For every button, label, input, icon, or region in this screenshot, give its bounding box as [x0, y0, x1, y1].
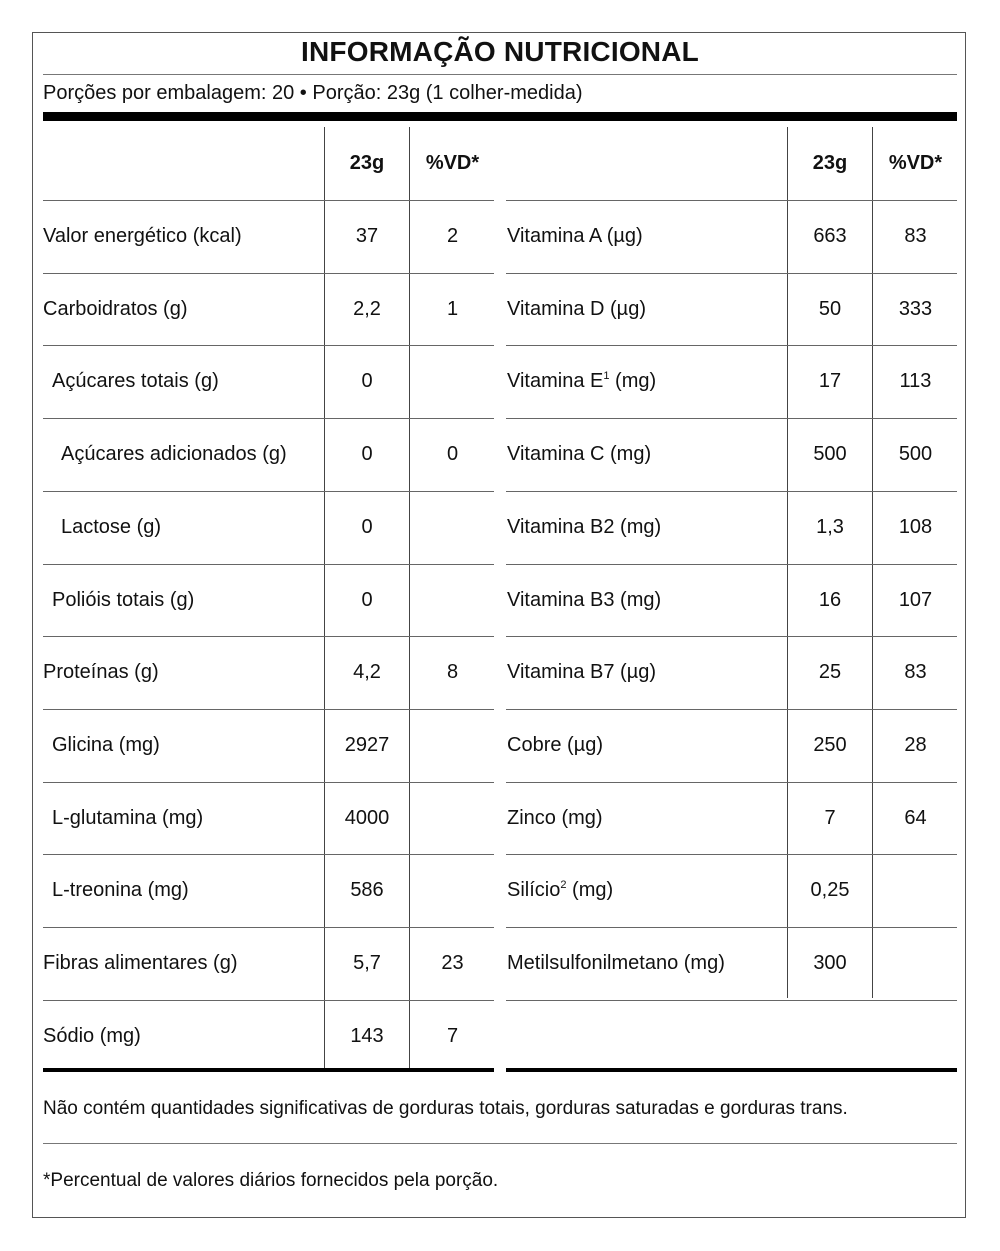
left-amount-header: 23g	[349, 152, 385, 174]
right-row-separator	[506, 1000, 957, 1001]
right-row-dv	[873, 927, 958, 999]
left-row-dv: 2	[446, 225, 459, 247]
left-row-dv: 7	[446, 1025, 459, 1047]
right-row-amount: 663	[813, 225, 847, 247]
left-row-amount: 0	[361, 589, 373, 611]
left-row-amount: 4,2	[353, 661, 381, 683]
left-row-amount: 0	[361, 370, 373, 392]
right-row-amount: 300	[813, 952, 847, 974]
left-row-amount: 586	[350, 879, 384, 901]
left-dv-header: %VD*	[425, 152, 480, 174]
right-row-amount: 0,25	[810, 879, 850, 901]
right-row-label	[507, 927, 725, 999]
left-row-dv: 23	[441, 952, 464, 974]
left-row-label: Açúcares totais (g)	[52, 370, 219, 392]
right-row-label-text: Zinco (mg)	[507, 807, 603, 829]
label-title: INFORMAÇÃO NUTRICIONAL	[301, 36, 699, 67]
right-row-label	[507, 418, 651, 490]
right-row-dv: 113	[899, 370, 932, 392]
left-row-label: L-glutamina (mg)	[52, 807, 204, 829]
right-amount-header: 23g	[812, 152, 848, 174]
right-row-label-text: Vitamina C (mg)	[507, 443, 652, 465]
left-row-amount: 2,2	[353, 298, 381, 320]
right-row-amount: 250	[813, 734, 847, 756]
left-row-label: Lactose (g)	[61, 516, 162, 538]
left-row-amount: 143	[350, 1025, 384, 1047]
left-row-dv	[410, 345, 495, 417]
left-row-dv	[410, 709, 495, 781]
right-dv-header: %VD*	[888, 152, 943, 174]
left-row-label: Carboidratos (g)	[43, 298, 188, 320]
right-row-label	[507, 709, 603, 781]
right-row-dv: 500	[898, 443, 933, 465]
right-row-unit: (mg)	[566, 879, 614, 901]
footnote-divider	[43, 1143, 957, 1144]
left-row-amount: 2927	[344, 734, 390, 756]
left-row-label: Proteínas (g)	[43, 661, 159, 683]
right-row-amount: 1,3	[816, 516, 844, 538]
right-row-label	[507, 854, 613, 926]
left-row-label: L-treonina (mg)	[52, 879, 189, 901]
left-row-dv: 8	[446, 661, 459, 683]
right-row-amount: 16	[818, 589, 842, 611]
right-row-label	[507, 491, 661, 563]
right-row-label-text: Vitamina D (µg)	[507, 298, 646, 320]
right-row-label	[507, 345, 656, 417]
left-row-dv	[410, 854, 495, 926]
right-row-dv: 333	[898, 298, 933, 320]
left-row-amount: 37	[355, 225, 379, 247]
right-row-label	[507, 564, 661, 636]
left-row-amount: 0	[361, 443, 373, 465]
serving-thick-rule	[43, 112, 957, 121]
right-row-dv: 64	[904, 807, 927, 829]
right-row-amount: 7	[824, 807, 836, 829]
left-row-dv: 1	[446, 298, 459, 320]
right-row-amount: 17	[818, 370, 842, 392]
right-row-dv	[873, 854, 958, 926]
left-row-label: Glicina (mg)	[52, 734, 160, 756]
right-row-dv: 108	[898, 516, 933, 538]
right-row-label-text: Silício	[507, 879, 561, 901]
right-row-label	[507, 273, 646, 345]
left-row-label: Sódio (mg)	[43, 1025, 141, 1047]
right-row-amount: 500	[813, 443, 847, 465]
left-row-dv: 0	[446, 443, 459, 465]
right-row-label	[507, 636, 656, 708]
left-row-dv	[410, 782, 495, 854]
left-row-label: Fibras alimentares (g)	[43, 952, 238, 974]
right-row-dv: 83	[904, 661, 927, 683]
right-row-label-text: Metilsulfonilmetano (mg)	[507, 952, 725, 974]
right-row-label	[507, 782, 603, 854]
left-row-dv	[410, 491, 495, 563]
right-row-label	[507, 200, 643, 272]
right-row-label-text: Vitamina B2 (mg)	[507, 516, 662, 538]
footnote-marker: 1	[603, 370, 610, 382]
right-row-label-text: Vitamina B3 (mg)	[507, 589, 662, 611]
right-row-label-text: Vitamina B7 (µg)	[507, 661, 656, 683]
right-row-dv: 107	[898, 589, 933, 611]
right-row-label-text: Vitamina E	[507, 370, 604, 392]
footnote-marker: 2	[560, 879, 567, 891]
right-table-bottom-rule	[506, 1068, 957, 1072]
left-row-label: Polióis totais (g)	[52, 589, 195, 611]
footnote-daily-values: *Percentual de valores diários fornecidos pela porção.	[43, 1170, 499, 1191]
left-row-label: Açúcares adicionados (g)	[61, 443, 287, 465]
left-row-amount: 0	[361, 516, 373, 538]
right-row-dv: 83	[904, 225, 927, 247]
title-divider	[43, 74, 957, 75]
left-table-bottom-rule	[43, 1068, 494, 1072]
right-row-amount: 50	[818, 298, 842, 320]
left-row-amount: 4000	[344, 807, 390, 829]
serving-info: Porções por embalagem: 20 • Porção: 23g (1 colher-medida)	[43, 82, 583, 104]
right-row-dv: 28	[904, 734, 927, 756]
right-row-label-text: Vitamina A (µg)	[507, 225, 643, 247]
left-row-label: Valor energético (kcal)	[43, 225, 242, 247]
left-row-amount: 5,7	[353, 952, 381, 974]
footnote-no-fats: Não contém quantidades significativas de gorduras totais, gorduras saturadas e gorduras trans.	[43, 1098, 848, 1119]
left-row-dv	[410, 564, 495, 636]
right-row-unit: (mg)	[609, 370, 657, 392]
right-row-label-text: Cobre (µg)	[507, 734, 603, 756]
right-row-amount: 25	[818, 661, 842, 683]
